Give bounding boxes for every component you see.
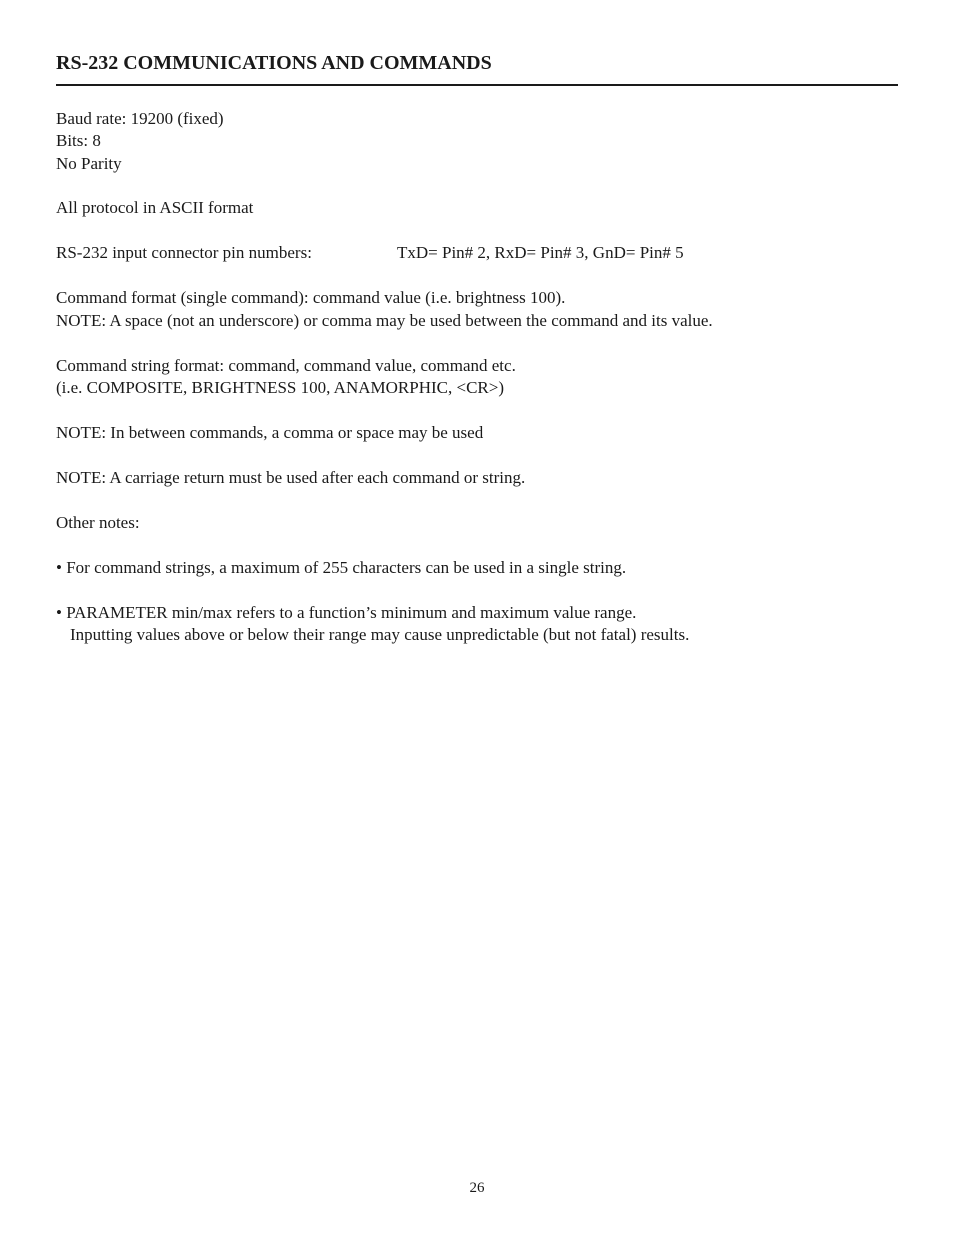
note-carriage-return: NOTE: A carriage return must be used after each command or string. xyxy=(56,468,526,487)
pins-label: RS-232 input connector pin numbers: xyxy=(56,243,312,262)
command-format-note: NOTE: A space (not an underscore) or comma may be used between the command and its value. xyxy=(56,311,713,330)
protocol-text: All protocol in ASCII format xyxy=(56,198,254,217)
baud-rate-text: Baud rate: 19200 (fixed) xyxy=(56,109,224,128)
command-string-example: (i.e. COMPOSITE, BRIGHTNESS 100, ANAMORPHIC, <CR>) xyxy=(56,378,504,397)
other-notes-heading: Other notes: xyxy=(56,513,140,532)
command-string-text: Command string format: command, command value, command etc. xyxy=(56,356,516,375)
note-bullet-parameter-range: • PARAMETER min/max refers to a function’s minimum and maximum value range. xyxy=(56,603,637,622)
note-bullet-max-characters: • For command strings, a maximum of 255 characters can be used in a single string. xyxy=(56,558,627,577)
page-number: 26 xyxy=(469,1180,485,1196)
pins-value: TxD= Pin# 2, RxD= Pin# 3, GnD= Pin# 5 xyxy=(397,243,684,262)
bits-text: Bits: 8 xyxy=(56,131,101,150)
parity-text: No Parity xyxy=(56,154,122,173)
note-between-commands: NOTE: In between commands, a comma or space may be used xyxy=(56,423,484,442)
command-format-text: Command format (single command): command value (i.e. brightness 100). xyxy=(56,288,566,307)
title-divider xyxy=(56,84,898,86)
page-title: RS-232 COMMUNICATIONS AND COMMANDS xyxy=(56,52,492,74)
note-bullet-parameter-range-cont: Inputting values above or below their range may cause unpredictable (but not fatal) results. xyxy=(70,625,690,644)
